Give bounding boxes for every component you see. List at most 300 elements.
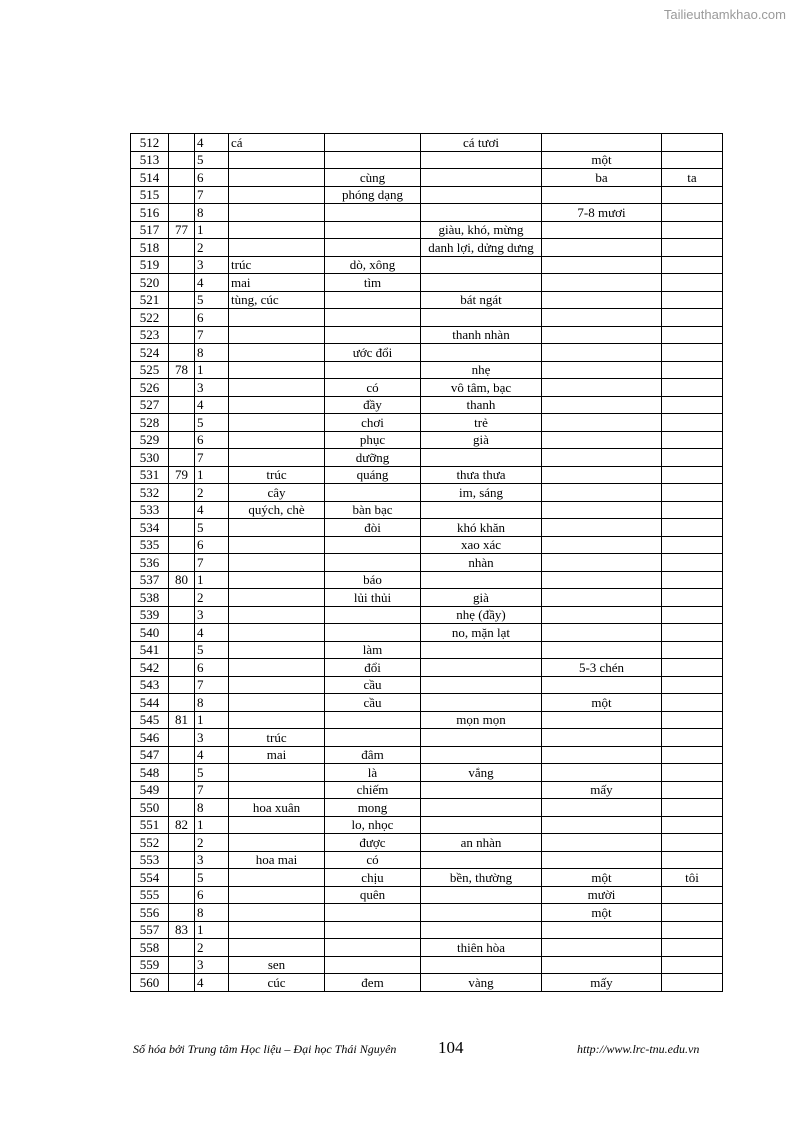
table-cell: 512 <box>131 134 169 152</box>
table-cell <box>542 606 662 624</box>
table-cell: an nhàn <box>421 834 542 852</box>
table-cell <box>662 816 723 834</box>
table-cell <box>542 921 662 939</box>
table-cell: ba <box>542 169 662 187</box>
table-cell: 2 <box>195 589 229 607</box>
table-cell <box>662 676 723 694</box>
table-cell <box>662 344 723 362</box>
table-cell <box>325 484 421 502</box>
table-cell: cầu <box>325 676 421 694</box>
table-cell: trẻ <box>421 414 542 432</box>
table-cell <box>229 414 325 432</box>
table-cell: có <box>325 379 421 397</box>
table-row <box>131 536 723 554</box>
table-cell <box>169 326 195 344</box>
table-row <box>131 904 723 922</box>
table-cell <box>229 904 325 922</box>
table-row <box>131 414 723 432</box>
table-cell: 535 <box>131 536 169 554</box>
table-cell: 533 <box>131 501 169 519</box>
table-cell: tôi <box>662 869 723 887</box>
table-cell <box>662 729 723 747</box>
table-cell: thanh nhàn <box>421 326 542 344</box>
table-cell: 5 <box>195 414 229 432</box>
table-cell: 548 <box>131 764 169 782</box>
table-cell <box>169 606 195 624</box>
table-cell <box>229 519 325 537</box>
table-cell <box>662 326 723 344</box>
table-cell <box>229 886 325 904</box>
table-row <box>131 291 723 309</box>
table-cell: 4 <box>195 624 229 642</box>
table-cell <box>542 379 662 397</box>
table-cell: 2 <box>195 939 229 957</box>
table-cell <box>662 571 723 589</box>
table-row <box>131 466 723 484</box>
table-cell: mấy <box>542 974 662 992</box>
table-row <box>131 379 723 397</box>
table-cell <box>229 379 325 397</box>
table-cell: 5 <box>195 151 229 169</box>
table-cell <box>229 921 325 939</box>
table-cell <box>169 186 195 204</box>
table-cell: 7 <box>195 449 229 467</box>
table-cell: 82 <box>169 816 195 834</box>
table-cell: 6 <box>195 536 229 554</box>
table-cell: vàng <box>421 974 542 992</box>
table-row <box>131 606 723 624</box>
table-cell: 6 <box>195 309 229 327</box>
table-cell: 1 <box>195 466 229 484</box>
table-cell <box>662 974 723 992</box>
table-cell <box>229 169 325 187</box>
table-cell: 7 <box>195 554 229 572</box>
table-cell: 527 <box>131 396 169 414</box>
table-cell <box>169 449 195 467</box>
table-cell: 528 <box>131 414 169 432</box>
table-cell <box>169 834 195 852</box>
table-row <box>131 554 723 572</box>
table-cell: 5 <box>195 764 229 782</box>
table-cell <box>229 676 325 694</box>
table-cell: 518 <box>131 239 169 257</box>
table-cell: 520 <box>131 274 169 292</box>
table-cell <box>325 204 421 222</box>
table-cell <box>169 764 195 782</box>
table-cell: chịu <box>325 869 421 887</box>
table-row <box>131 851 723 869</box>
table-cell <box>229 606 325 624</box>
table-cell <box>542 186 662 204</box>
table-cell <box>229 204 325 222</box>
table-row <box>131 204 723 222</box>
table-cell <box>229 309 325 327</box>
table-cell <box>662 379 723 397</box>
table-cell: 3 <box>195 956 229 974</box>
table-cell: 4 <box>195 274 229 292</box>
table-cell: 525 <box>131 361 169 379</box>
table-cell: cá tươi <box>421 134 542 152</box>
table-cell: 4 <box>195 974 229 992</box>
table-cell <box>542 449 662 467</box>
table-cell <box>662 466 723 484</box>
table-cell <box>662 501 723 519</box>
table-cell: mong <box>325 799 421 817</box>
table-cell: lo, nhọc <box>325 816 421 834</box>
table-cell <box>421 641 542 659</box>
table-cell: dưỡng <box>325 449 421 467</box>
table-cell <box>662 484 723 502</box>
table-cell <box>542 221 662 239</box>
table-cell <box>542 291 662 309</box>
table-cell <box>421 729 542 747</box>
table-row <box>131 869 723 887</box>
table-cell: nhẹ <box>421 361 542 379</box>
table-cell: giàu, khó, mừng <box>421 221 542 239</box>
table-cell <box>421 746 542 764</box>
table-cell <box>542 676 662 694</box>
table-cell <box>662 309 723 327</box>
table-cell <box>662 536 723 554</box>
table-cell: 523 <box>131 326 169 344</box>
table-row <box>131 484 723 502</box>
table-cell <box>229 641 325 659</box>
table-cell: 545 <box>131 711 169 729</box>
table-cell: 1 <box>195 816 229 834</box>
table-cell <box>662 396 723 414</box>
table-cell <box>169 624 195 642</box>
table-cell <box>662 204 723 222</box>
table-cell: một <box>542 904 662 922</box>
table-cell: 537 <box>131 571 169 589</box>
table-cell: bàn bạc <box>325 501 421 519</box>
table-cell <box>325 921 421 939</box>
table-cell <box>325 221 421 239</box>
table-cell <box>325 606 421 624</box>
table-cell <box>169 659 195 677</box>
table-cell <box>169 536 195 554</box>
table-cell: 552 <box>131 834 169 852</box>
table-cell <box>169 781 195 799</box>
table-cell <box>169 309 195 327</box>
table-cell: 1 <box>195 921 229 939</box>
table-cell <box>662 221 723 239</box>
table-cell: 1 <box>195 571 229 589</box>
watermark: Tailieuthamkhao.com <box>663 7 786 22</box>
table-cell: thiên hòa <box>421 939 542 957</box>
table-cell <box>325 326 421 344</box>
table-cell <box>421 676 542 694</box>
table-cell <box>662 694 723 712</box>
table-cell: mai <box>229 746 325 764</box>
table-cell <box>421 659 542 677</box>
table-cell: chơi <box>325 414 421 432</box>
table-cell <box>169 956 195 974</box>
table-cell <box>229 186 325 204</box>
table-cell: 8 <box>195 694 229 712</box>
table-cell <box>542 309 662 327</box>
table-cell <box>229 449 325 467</box>
table-cell <box>662 256 723 274</box>
table-cell: 3 <box>195 379 229 397</box>
table-row <box>131 239 723 257</box>
table-cell: quáng <box>325 466 421 484</box>
table-cell <box>169 431 195 449</box>
table-row <box>131 134 723 152</box>
table-cell <box>662 851 723 869</box>
table-row <box>131 956 723 974</box>
table-cell <box>169 239 195 257</box>
table-cell <box>662 291 723 309</box>
table-cell <box>325 956 421 974</box>
table-cell: hoa xuân <box>229 799 325 817</box>
table-cell: cầu <box>325 694 421 712</box>
table-cell <box>169 379 195 397</box>
table-cell: 79 <box>169 466 195 484</box>
table-cell <box>169 729 195 747</box>
table-cell: thanh <box>421 396 542 414</box>
table-row <box>131 974 723 992</box>
table-cell <box>169 886 195 904</box>
table-cell: no, mặn lạt <box>421 624 542 642</box>
table-cell: phóng dạng <box>325 186 421 204</box>
table-cell <box>169 519 195 537</box>
table-cell <box>325 554 421 572</box>
table-cell <box>662 834 723 852</box>
table-cell: 517 <box>131 221 169 239</box>
table-cell <box>229 781 325 799</box>
table-cell: 553 <box>131 851 169 869</box>
table-cell <box>229 711 325 729</box>
table-row <box>131 256 723 274</box>
table-cell <box>169 414 195 432</box>
table-cell: 532 <box>131 484 169 502</box>
table-cell <box>169 151 195 169</box>
table-cell <box>662 431 723 449</box>
table-cell: làm <box>325 641 421 659</box>
table-cell: 539 <box>131 606 169 624</box>
table-cell <box>542 711 662 729</box>
table-cell <box>662 151 723 169</box>
table-cell <box>169 344 195 362</box>
table-cell: 530 <box>131 449 169 467</box>
table-cell <box>229 816 325 834</box>
table-cell <box>542 589 662 607</box>
table-cell <box>542 746 662 764</box>
table-row <box>131 589 723 607</box>
table-cell <box>229 939 325 957</box>
table-cell: 524 <box>131 344 169 362</box>
table-cell <box>542 466 662 484</box>
table-cell <box>421 904 542 922</box>
table-cell: 6 <box>195 169 229 187</box>
table-cell <box>542 764 662 782</box>
table-row <box>131 711 723 729</box>
table-cell: cúc <box>229 974 325 992</box>
table-row <box>131 746 723 764</box>
footer-url: http://www.lrc-tnu.edu.vn <box>577 1042 700 1056</box>
table-cell: 80 <box>169 571 195 589</box>
table-cell: 514 <box>131 169 169 187</box>
table-cell <box>542 816 662 834</box>
table-cell <box>169 589 195 607</box>
table-cell: 526 <box>131 379 169 397</box>
table-cell <box>325 361 421 379</box>
table-row <box>131 431 723 449</box>
table-cell: bền, thường <box>421 869 542 887</box>
table-cell: 77 <box>169 221 195 239</box>
table-cell: 1 <box>195 361 229 379</box>
table-cell <box>421 886 542 904</box>
table-cell: cùng <box>325 169 421 187</box>
table-cell <box>229 239 325 257</box>
table-cell <box>325 151 421 169</box>
table-cell: là <box>325 764 421 782</box>
table-cell <box>421 921 542 939</box>
table-row <box>131 501 723 519</box>
table-cell <box>421 851 542 869</box>
table-body <box>131 134 723 992</box>
table-cell: 6 <box>195 431 229 449</box>
table-cell: 554 <box>131 869 169 887</box>
table-cell: 557 <box>131 921 169 939</box>
table-cell: mấy <box>542 781 662 799</box>
table-cell: bát ngát <box>421 291 542 309</box>
table-cell: 4 <box>195 501 229 519</box>
page-number: 104 <box>438 1038 464 1057</box>
table-cell: 529 <box>131 431 169 449</box>
table-cell <box>325 729 421 747</box>
table-cell <box>542 501 662 519</box>
table-cell <box>229 694 325 712</box>
table-cell: 542 <box>131 659 169 677</box>
table-cell <box>542 519 662 537</box>
table-cell <box>169 799 195 817</box>
table-cell: 2 <box>195 484 229 502</box>
footer-source: Số hóa bởi Trung tâm Học liệu – Đại học Thái Nguyên <box>133 1042 397 1056</box>
table-cell <box>662 274 723 292</box>
table-cell: hoa mai <box>229 851 325 869</box>
table-row <box>131 449 723 467</box>
table-cell <box>542 134 662 152</box>
table-cell: nhẹ (đầy) <box>421 606 542 624</box>
table-cell: đem <box>325 974 421 992</box>
table-cell: 551 <box>131 816 169 834</box>
table-cell <box>662 554 723 572</box>
table-cell <box>421 799 542 817</box>
table-cell <box>421 274 542 292</box>
table-row <box>131 939 723 957</box>
table-cell: 4 <box>195 134 229 152</box>
table-cell: chiếm <box>325 781 421 799</box>
table-cell <box>229 221 325 239</box>
table-cell <box>421 816 542 834</box>
table-cell: phục <box>325 431 421 449</box>
table-cell <box>169 291 195 309</box>
table-row <box>131 396 723 414</box>
table-cell: 8 <box>195 204 229 222</box>
table-cell: một <box>542 869 662 887</box>
table-cell: 538 <box>131 589 169 607</box>
table-cell <box>229 396 325 414</box>
table-cell: 2 <box>195 239 229 257</box>
table-cell: 78 <box>169 361 195 379</box>
table-cell: mai <box>229 274 325 292</box>
table-cell: nhàn <box>421 554 542 572</box>
table-cell: đòi <box>325 519 421 537</box>
table-cell: 8 <box>195 344 229 362</box>
table-cell <box>325 939 421 957</box>
table-cell <box>662 606 723 624</box>
table-cell <box>542 956 662 974</box>
table-cell <box>229 571 325 589</box>
table-cell <box>662 134 723 152</box>
table-cell <box>542 571 662 589</box>
table-cell <box>542 851 662 869</box>
table-cell: thưa thưa <box>421 466 542 484</box>
table-cell: 6 <box>195 659 229 677</box>
table-cell <box>229 431 325 449</box>
table-row <box>131 309 723 327</box>
table-cell <box>421 204 542 222</box>
table-cell <box>325 624 421 642</box>
table-cell <box>662 781 723 799</box>
table-cell: 7 <box>195 186 229 204</box>
table-row <box>131 344 723 362</box>
table-cell <box>421 449 542 467</box>
table-cell: 558 <box>131 939 169 957</box>
table-cell <box>421 186 542 204</box>
table-cell <box>169 169 195 187</box>
table-cell <box>542 484 662 502</box>
table-cell <box>662 764 723 782</box>
table-cell <box>169 484 195 502</box>
table-cell: cá <box>229 134 325 152</box>
table-cell: đổi <box>325 659 421 677</box>
table-cell <box>229 151 325 169</box>
table-cell <box>325 291 421 309</box>
table-row <box>131 274 723 292</box>
table-row <box>131 186 723 204</box>
table-cell <box>325 134 421 152</box>
table-cell: tùng, cúc <box>229 291 325 309</box>
table-cell <box>421 256 542 274</box>
table-cell: 7 <box>195 781 229 799</box>
table-cell <box>229 869 325 887</box>
table-cell <box>229 624 325 642</box>
table-cell: báo <box>325 571 421 589</box>
table-cell <box>169 904 195 922</box>
table-cell <box>169 204 195 222</box>
table-cell: 5 <box>195 519 229 537</box>
table-cell <box>421 781 542 799</box>
table-cell <box>662 641 723 659</box>
table-cell: 3 <box>195 256 229 274</box>
table-cell <box>421 309 542 327</box>
table-row <box>131 921 723 939</box>
table-cell: 5 <box>195 291 229 309</box>
table-cell <box>542 939 662 957</box>
table-cell: 522 <box>131 309 169 327</box>
table-cell <box>169 939 195 957</box>
table-row <box>131 799 723 817</box>
table-cell: già <box>421 589 542 607</box>
table-cell <box>169 396 195 414</box>
table-cell: 6 <box>195 886 229 904</box>
table-cell <box>421 169 542 187</box>
table-cell: 1 <box>195 221 229 239</box>
table-cell <box>169 274 195 292</box>
